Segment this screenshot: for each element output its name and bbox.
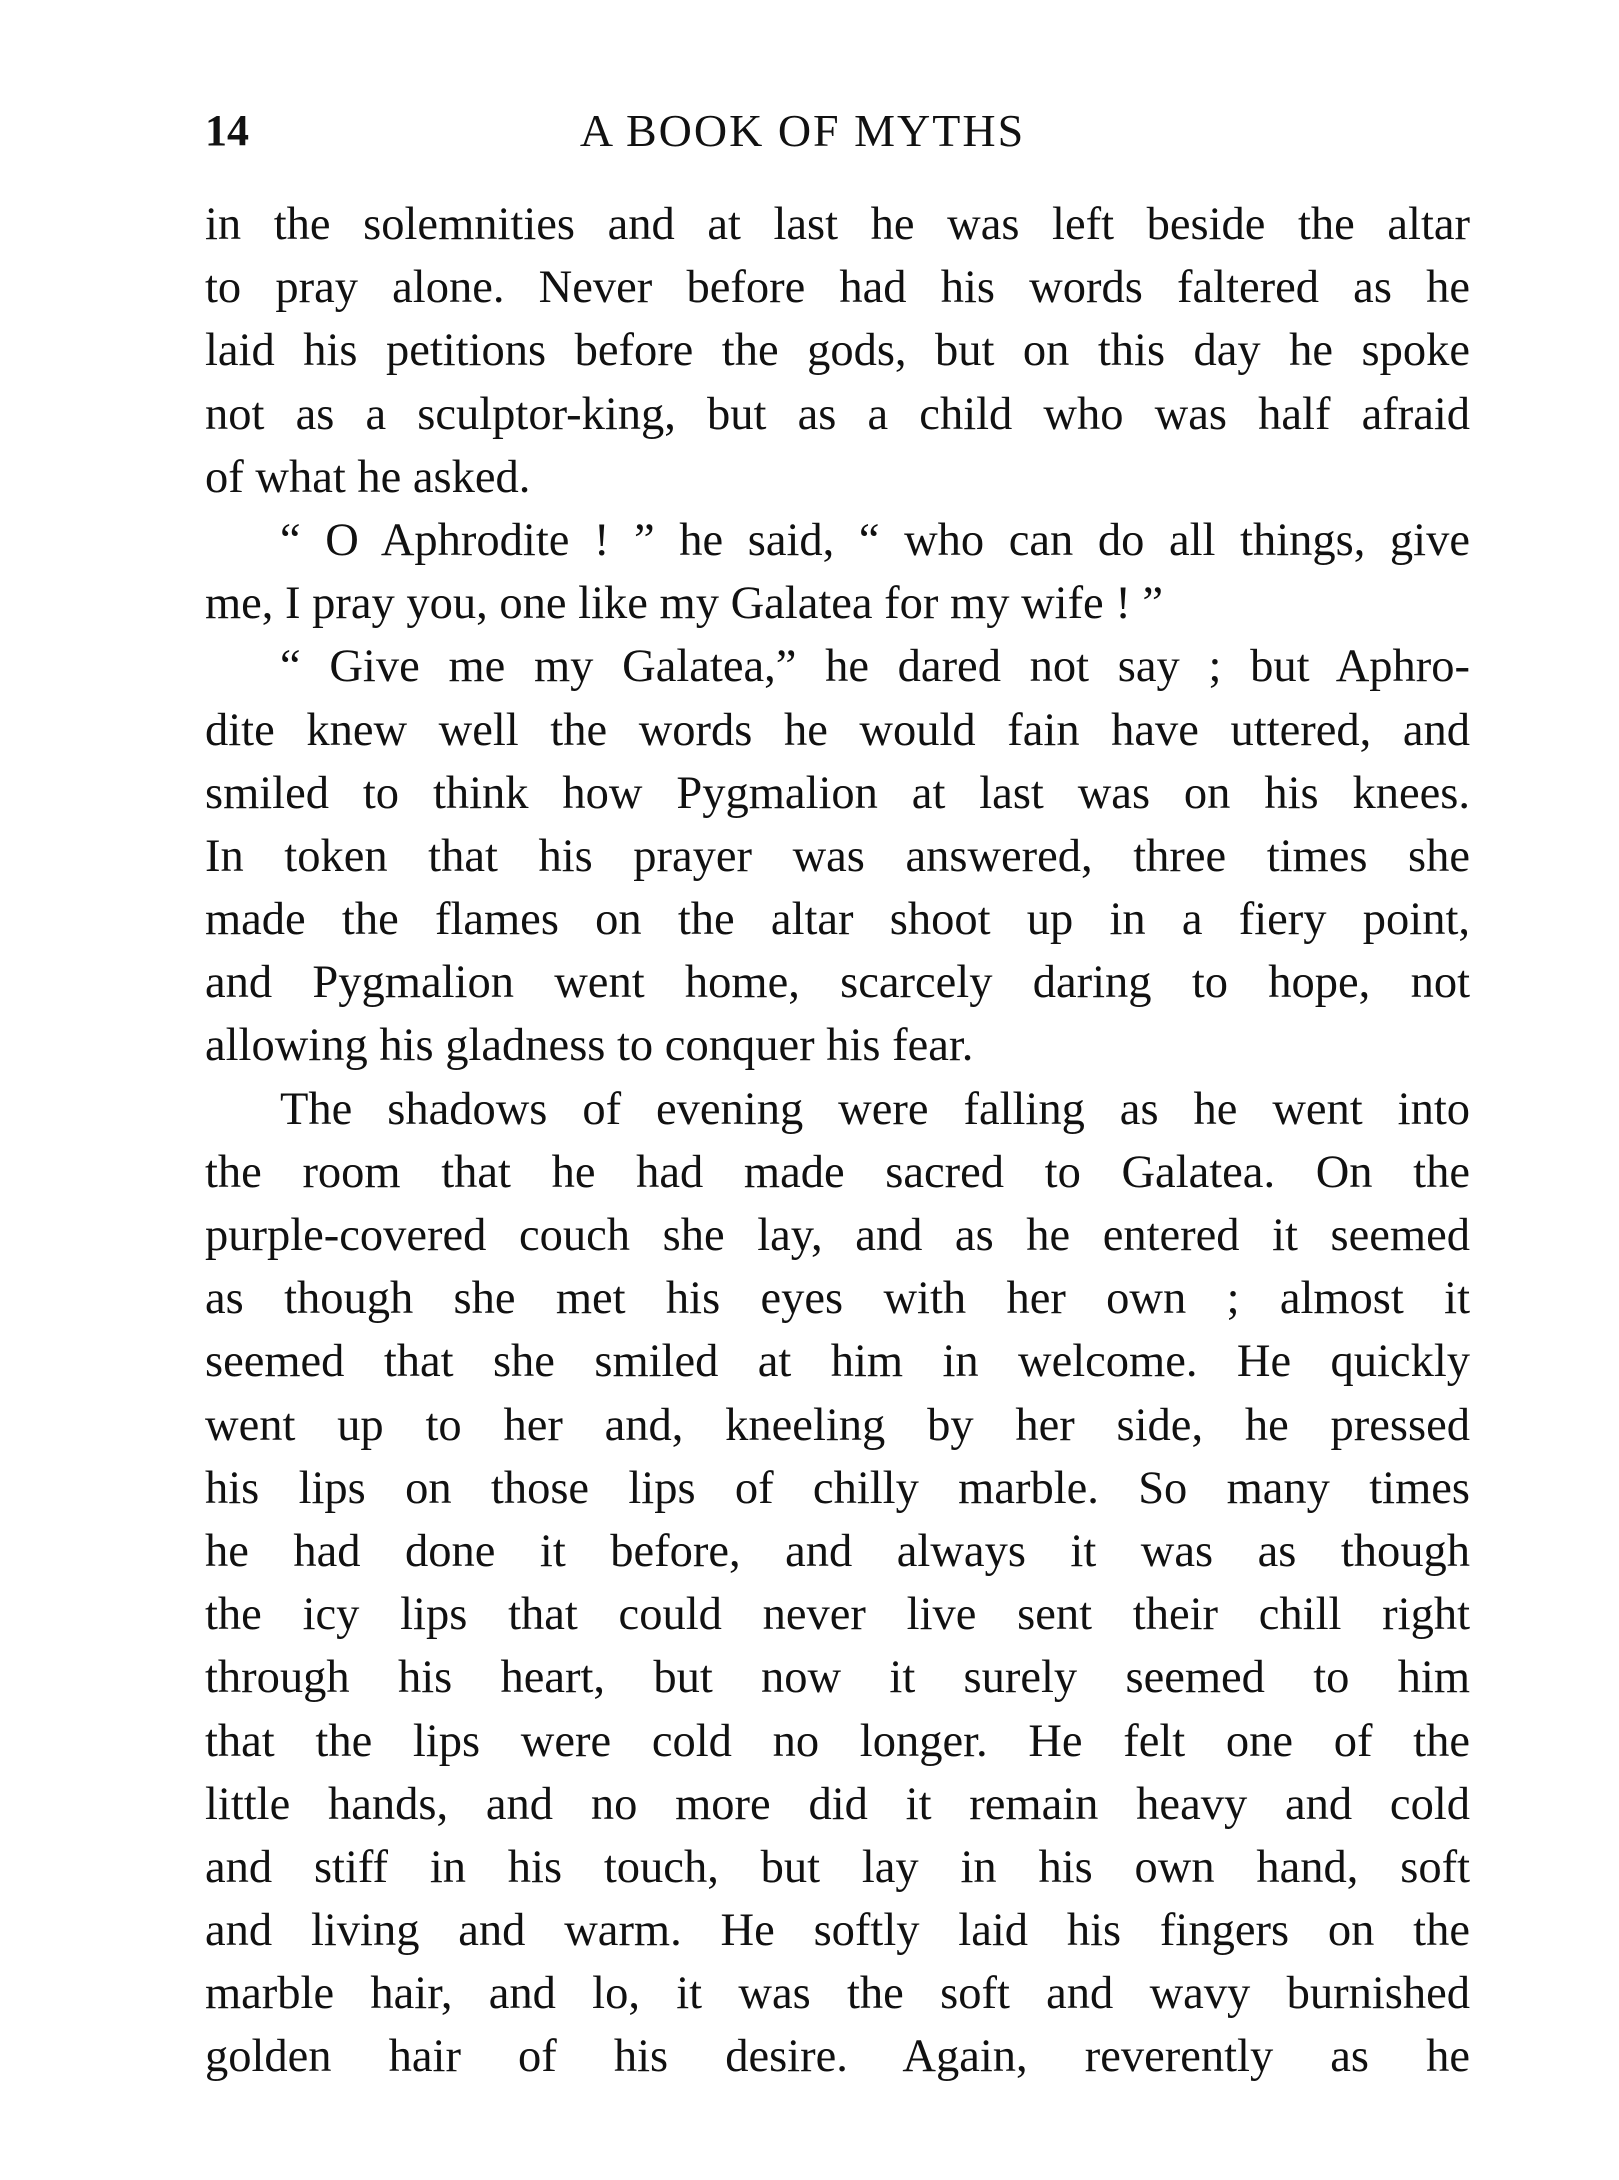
text-line: through his heart, but now it surely seemed to him — [205, 1652, 1470, 1704]
text-line: not as a sculptor-king, but as a child who was half afraid — [205, 388, 1470, 440]
text-line: he had done it before, and always it was as though — [205, 1525, 1470, 1577]
text-line: marble hair, and lo, it was the soft and wavy burnished — [205, 1968, 1470, 2020]
running-title: A BOOK OF MYTHS — [579, 105, 1026, 156]
page-header — [205, 96, 1470, 166]
text-line: smiled to think how Pygmalion at last was on his knees. — [205, 767, 1470, 819]
text-line: purple-covered couch she lay, and as he entered it seemed — [205, 1210, 1470, 1261]
text-line: in the solemnities and at last he was left beside the altar — [205, 199, 1470, 250]
text-line: and stiff in his touch, but lay in his own hand, soft — [205, 1841, 1470, 1893]
text-line: dite knew well the words he would fain have uttered, and — [205, 704, 1470, 756]
text-line: “ Give me my Galatea,” he dared not say ; but Aphro- — [280, 641, 1470, 693]
text-line: the room that he had made sacred to Galatea. On the — [205, 1146, 1470, 1198]
text-line: of what he asked. — [205, 451, 531, 503]
text-line: little hands, and no more did it remain heavy and cold — [205, 1778, 1470, 1830]
text-line: seemed that she smiled at him in welcome. He quickly — [205, 1336, 1470, 1388]
text-line: the icy lips that could never live sent their chill right — [205, 1589, 1470, 1641]
text-line: made the flames on the altar shoot up in a fiery point, — [205, 894, 1470, 946]
body-text — [205, 193, 1470, 2089]
text-line: “ O Aphrodite ! ” he said, “ who can do all things, give — [280, 514, 1470, 566]
text-line: laid his petitions before the gods, but on this day he spoke — [205, 325, 1470, 377]
text-line: his lips on those lips of chilly marble. So many times — [205, 1462, 1470, 1514]
page-number: 14 — [205, 106, 249, 155]
text-line: went up to her and, kneeling by her side, he pressed — [205, 1399, 1470, 1451]
text-line: In token that his prayer was answered, three times she — [205, 830, 1470, 882]
text-line: golden hair of his desire. Again, reverently as he — [205, 2031, 1470, 2083]
text-line: that the lips were cold no longer. He felt one of the — [205, 1715, 1470, 1767]
text-line: and Pygmalion went home, scarcely daring to hope, not — [205, 957, 1470, 1009]
text-line: and living and warm. He softly laid his fingers on the — [205, 1905, 1470, 1957]
text-line: as though she met his eyes with her own ; almost it — [205, 1273, 1470, 1325]
text-line: me, I pray you, one like my Galatea for my wife ! ” — [205, 578, 1164, 630]
text-line: allowing his gladness to conquer his fear. — [205, 1020, 974, 1072]
text-line: to pray alone. Never before had his words faltered as he — [205, 262, 1470, 314]
text-line: The shadows of evening were falling as he went into — [280, 1083, 1470, 1135]
